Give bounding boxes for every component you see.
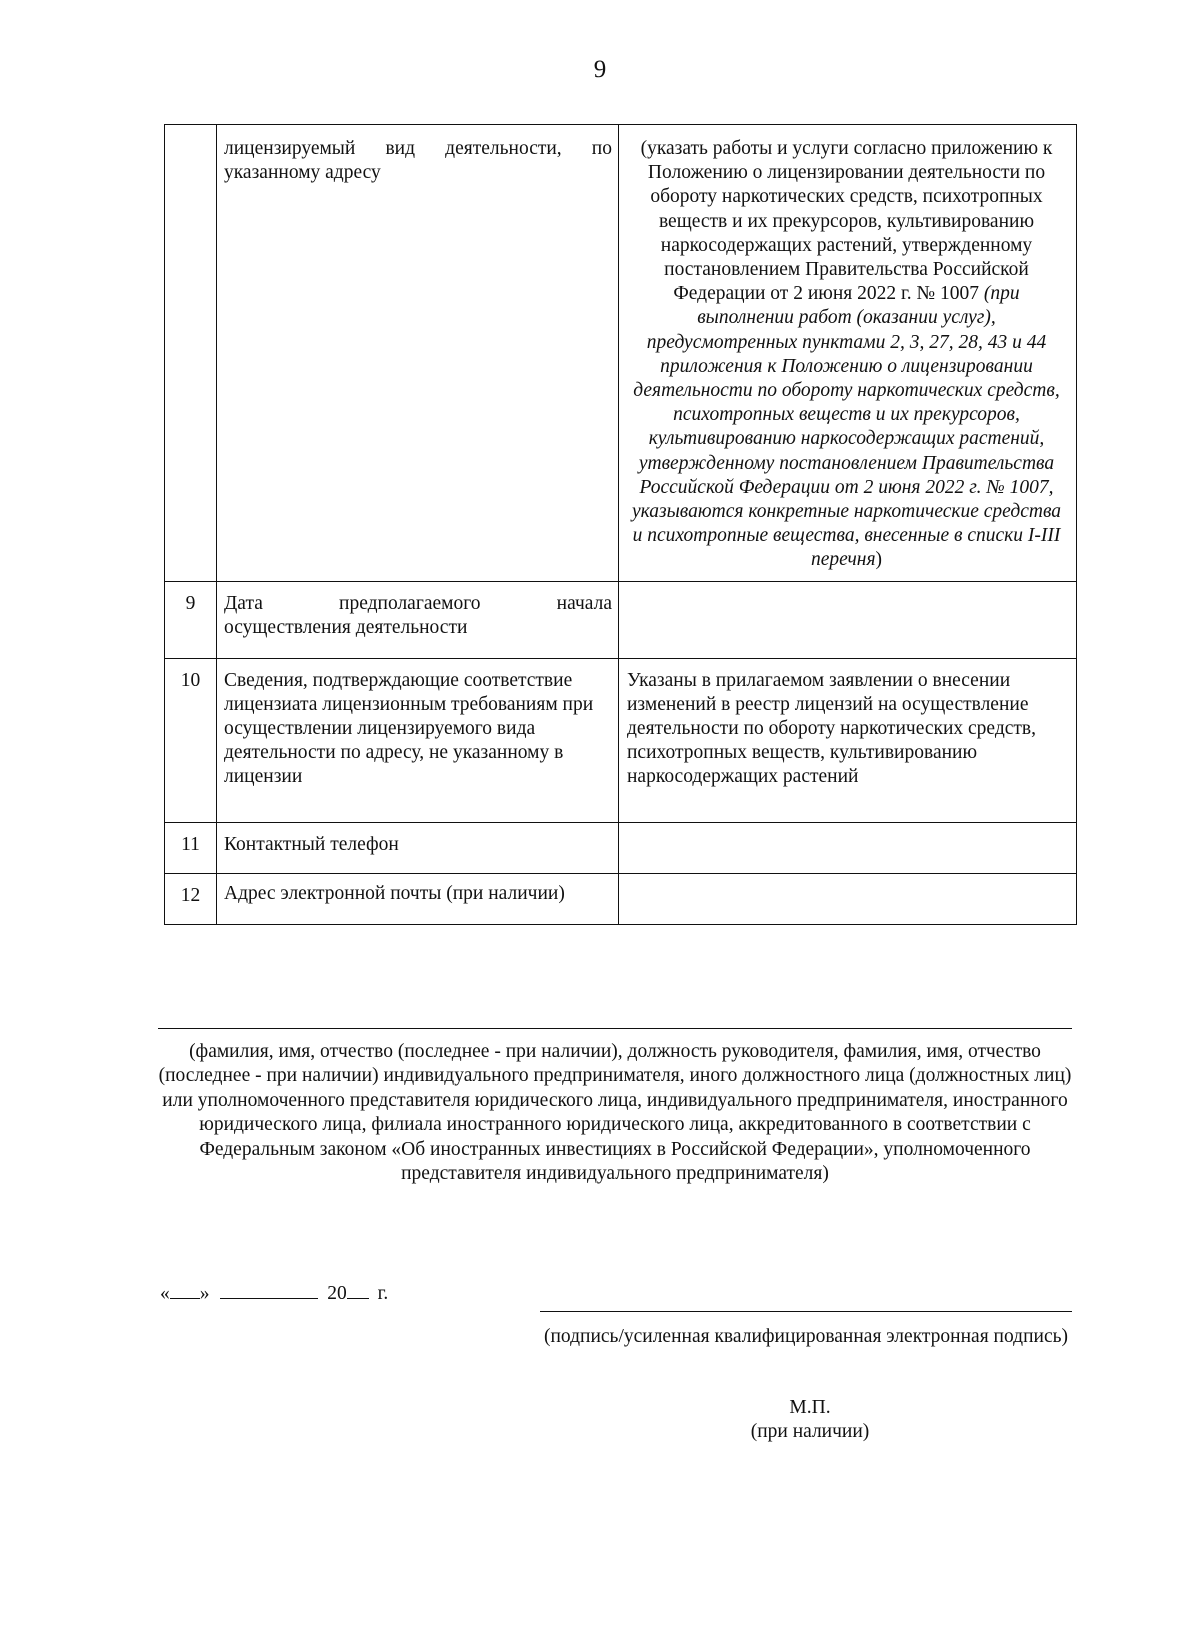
year-suffix: г.: [377, 1283, 389, 1304]
row-number: 12: [165, 873, 217, 924]
day-blank: [170, 1280, 200, 1299]
row-number: [165, 125, 217, 582]
date-open-quote: «: [160, 1283, 170, 1304]
row-label-line1: Дата предполагаемого начала: [224, 592, 612, 614]
stamp-note: (при наличии): [750, 1421, 870, 1443]
page-number: 9: [593, 56, 607, 83]
row-value: [619, 582, 1076, 600]
row-number: 11: [165, 822, 217, 873]
table-row: [165, 873, 1077, 924]
row-label: Сведения, подтверждающие соответствие лицензиата лицензионным требованиям при осуществлении лицензируемого вида деятельности по адресу, не указанному в лицензии: [224, 669, 594, 788]
date-close-quote: »: [199, 1283, 210, 1304]
signature-caption: (подпись/усиленная квалифицированная электронная подпись): [543, 1326, 1068, 1347]
year-blank: [347, 1280, 369, 1299]
row-value-italic: (при выполнении работ (оказании услуг), предусмотренных пунктами 2, 3, 27, 28, 43 и 44 приложения к Положению о лицензировании деятельности по обороту наркотических средств, психотропных веществ и их прекурсоров, культивированию наркосодержащих растений, утвержденному постановлением Правительства Российской Федерации от 2 июня 2022 г. № 1007, указываются конкретные наркотические средства и психотропные вещества, внесенные в списки I-III перечня: [631, 283, 1062, 571]
row-value-close: ): [875, 549, 883, 571]
row-label: Контактный телефон: [224, 833, 399, 855]
table-row: [165, 125, 1077, 582]
signer-caption: (фамилия, имя, отчество (последнее - при наличии), должность руководителя, фамилия, имя, отчество (последнее - при наличии) индивидуального предпринимателя, иного должностного лица (должностных лиц) или уполномоченного представителя юридического лица, индивидуального предпринимателя, иностранного юридического лица, филиала иностранного юридического лица, аккредитованного в соответствии с Федеральным законом «Об иностранных инвестициях в Российской Федерации», уполномоченного представителя индивидуального предпринимателя): [158, 1041, 1072, 1185]
stamp-caption: [680, 1396, 940, 1445]
application-table: [164, 124, 1077, 925]
year-prefix: 20: [327, 1283, 347, 1304]
stamp-label: М.П.: [789, 1397, 831, 1418]
row-label: Адрес электронной почты (при наличии): [224, 882, 565, 904]
row-value: [619, 874, 1076, 892]
row-label-line2: осуществления деятельности: [224, 616, 468, 638]
table-row: [165, 581, 1077, 658]
row-number: 9: [165, 581, 217, 658]
row-number: 10: [165, 658, 217, 822]
table-row: [165, 658, 1077, 822]
table-row: [165, 822, 1077, 873]
row-value: [619, 125, 1076, 581]
row-value-plain: (указать работы и услуги согласно приложению к Положению о лицензировании деятельности по обороту наркотических средств, психотропных веществ и их прекурсоров, культивированию наркосодержащих растений, утвержденному постановлением Правительства Российской Федерации от 2 июня 2022 г. № 1007: [640, 138, 1053, 305]
row-label: [217, 582, 618, 648]
row-value: [619, 823, 1076, 841]
date-line: [160, 1280, 388, 1306]
signature-line: [540, 1311, 1072, 1312]
row-label-text: лицензируемый вид деятельности, по указанному адресу: [224, 138, 612, 184]
row-value: Указаны в прилагаемом заявлении о внесении изменений в реестр лицензий на осуществление деятельности по обороту наркотических средств, психотропных веществ, культивированию наркосодержащих растений: [627, 669, 1037, 788]
month-blank: [220, 1280, 318, 1299]
signer-name-line: [158, 1028, 1072, 1029]
row-label: [217, 125, 618, 193]
